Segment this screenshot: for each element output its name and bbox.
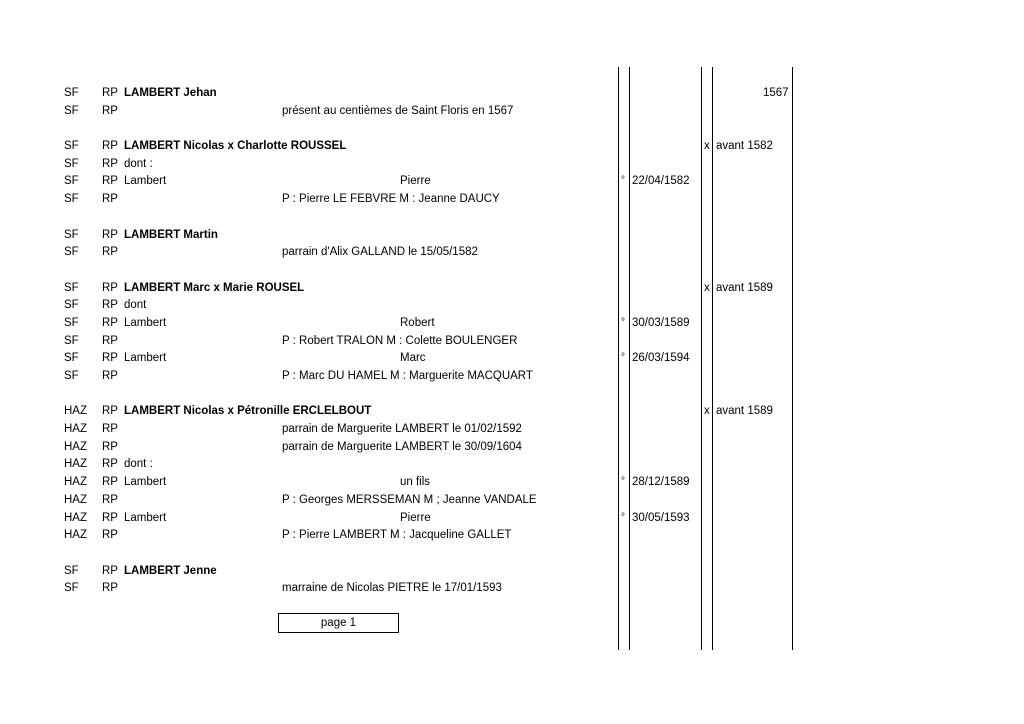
type-cell: RP	[102, 228, 118, 241]
record-row	[0, 510, 1024, 528]
baptism-date-cell: 22/04/1582	[632, 175, 690, 188]
area-cell: SF	[64, 334, 79, 347]
name-cell: LAMBERT Nicolas x Charlotte ROUSSEL	[124, 140, 347, 153]
marriage-date-cell: avant 1589	[716, 405, 773, 418]
area-cell: SF	[64, 370, 79, 382]
given-name-cell: Robert	[400, 316, 435, 329]
record-row	[0, 580, 1024, 598]
type-cell: RP	[102, 476, 118, 489]
area-cell: SF	[64, 564, 79, 577]
type-cell: RP	[102, 246, 118, 259]
record-row	[0, 527, 1024, 545]
baptism-date-cell: 30/03/1589	[632, 316, 690, 329]
name-cell: LAMBERT Martin	[124, 228, 218, 241]
baptism-mark: °	[621, 476, 625, 488]
record-row	[0, 439, 1024, 457]
type-cell: RP	[102, 104, 118, 117]
type-cell: RP	[102, 564, 118, 577]
baptism-date-cell: 30/05/1593	[632, 511, 690, 524]
area-cell: SF	[64, 228, 79, 241]
record-row	[0, 563, 1024, 581]
area-cell: SF	[64, 316, 79, 329]
blank-row	[0, 209, 1024, 227]
record-row	[0, 421, 1024, 439]
record-row	[0, 227, 1024, 245]
type-cell: RP	[102, 87, 118, 99]
type-cell: RP	[102, 493, 118, 506]
type-cell: RP	[102, 157, 118, 170]
record-row	[0, 474, 1024, 492]
type-cell: RP	[102, 423, 118, 436]
blank-row	[0, 120, 1024, 138]
record-row	[0, 191, 1024, 209]
description-cell: P : Georges MERSSEMAN M ; Jeanne VANDALE	[282, 493, 537, 506]
type-cell: RP	[102, 458, 118, 471]
area-cell: SF	[64, 140, 79, 153]
area-cell: SF	[64, 582, 79, 595]
given-name-cell: Marc	[400, 352, 426, 365]
name-cell: LAMBERT Nicolas x Pétronille ERCLELBOUT	[124, 405, 372, 418]
baptism-mark: °	[621, 511, 625, 523]
type-cell: RP	[102, 281, 118, 294]
area-cell: SF	[64, 87, 79, 99]
type-cell: RP	[102, 334, 118, 347]
given-name-cell: Pierre	[400, 511, 431, 524]
area-cell: HAZ	[64, 423, 87, 436]
record-row	[0, 280, 1024, 298]
record-row	[0, 173, 1024, 191]
marriage-mark: x	[704, 405, 710, 418]
description-cell: parrain de Marguerite LAMBERT le 30/09/1604	[282, 440, 522, 453]
type-cell: RP	[102, 529, 118, 542]
blank-row	[0, 386, 1024, 404]
marriage-mark: x	[704, 140, 710, 153]
blank-row	[0, 262, 1024, 280]
record-row	[0, 297, 1024, 315]
record-row	[0, 368, 1024, 386]
type-cell: RP	[102, 175, 118, 188]
description-cell: P : Pierre LE FEBVRE M : Jeanne DAUCY	[282, 193, 500, 206]
name-cell: Lambert	[124, 316, 167, 329]
area-cell: SF	[64, 246, 79, 259]
area-cell: HAZ	[64, 440, 87, 453]
name-cell: Lambert	[124, 476, 167, 489]
record-row	[0, 138, 1024, 156]
given-name-cell: un fils	[400, 476, 431, 489]
record-row	[0, 403, 1024, 421]
year-cell: 1567	[763, 87, 789, 99]
given-name-cell: Pierre	[400, 175, 431, 188]
area-cell: SF	[64, 352, 79, 365]
baptism-date-cell: 26/03/1594	[632, 352, 690, 365]
type-cell: RP	[102, 440, 118, 453]
record-row	[0, 103, 1024, 121]
record-row	[0, 333, 1024, 351]
name-cell: dont :	[124, 458, 153, 471]
name-cell: Lambert	[124, 511, 167, 524]
record-row	[0, 456, 1024, 474]
type-cell: RP	[102, 140, 118, 153]
record-row	[0, 350, 1024, 368]
baptism-date-cell: 28/12/1589	[632, 476, 690, 489]
records-table	[0, 85, 1024, 598]
name-cell: dont	[124, 299, 147, 312]
description-cell: parrain de Marguerite LAMBERT le 01/02/1592	[282, 423, 522, 436]
record-row	[0, 156, 1024, 174]
record-row	[0, 492, 1024, 510]
blank-row	[0, 545, 1024, 563]
description-cell: P : Pierre LAMBERT M : Jacqueline GALLET	[282, 529, 512, 542]
type-cell: RP	[102, 299, 118, 312]
type-cell: RP	[102, 370, 118, 382]
type-cell: RP	[102, 582, 118, 595]
type-cell: RP	[102, 316, 118, 329]
marriage-date-cell: avant 1582	[716, 140, 773, 153]
marriage-date-cell: avant 1589	[716, 281, 773, 294]
name-cell: LAMBERT Jehan	[124, 87, 217, 99]
type-cell: RP	[102, 352, 118, 365]
page-number-box: page 1	[278, 613, 399, 633]
area-cell: HAZ	[64, 405, 87, 418]
area-cell: HAZ	[64, 493, 87, 506]
name-cell: Lambert	[124, 175, 167, 188]
description-cell: parrain d'Alix GALLAND le 15/05/1582	[282, 246, 478, 259]
area-cell: SF	[64, 193, 79, 206]
area-cell: SF	[64, 175, 79, 188]
description-cell: P : Marc DU HAMEL M : Marguerite MACQUART	[282, 370, 533, 382]
type-cell: RP	[102, 405, 118, 418]
record-row	[0, 244, 1024, 262]
record-row	[0, 315, 1024, 333]
area-cell: HAZ	[64, 529, 87, 542]
description-cell: marraine de Nicolas PIETRE le 17/01/1593	[282, 582, 502, 595]
area-cell: SF	[64, 281, 79, 294]
area-cell: SF	[64, 299, 79, 312]
baptism-mark: °	[621, 352, 625, 364]
name-cell: Lambert	[124, 352, 167, 365]
area-cell: SF	[64, 157, 79, 170]
marriage-mark: x	[704, 281, 710, 294]
area-cell: HAZ	[64, 511, 87, 524]
area-cell: SF	[64, 104, 79, 117]
area-cell: HAZ	[64, 458, 87, 471]
baptism-mark: °	[621, 175, 625, 187]
description-cell: présent au centièmes de Saint Floris en 1567	[282, 104, 514, 117]
record-row	[0, 85, 1024, 103]
description-cell: P : Robert TRALON M : Colette BOULENGER	[282, 334, 518, 347]
name-cell: LAMBERT Marc x Marie ROUSEL	[124, 281, 305, 294]
name-cell: LAMBERT Jenne	[124, 564, 217, 577]
name-cell: dont :	[124, 157, 153, 170]
type-cell: RP	[102, 511, 118, 524]
type-cell: RP	[102, 193, 118, 206]
baptism-mark: °	[621, 316, 625, 328]
area-cell: HAZ	[64, 476, 87, 489]
